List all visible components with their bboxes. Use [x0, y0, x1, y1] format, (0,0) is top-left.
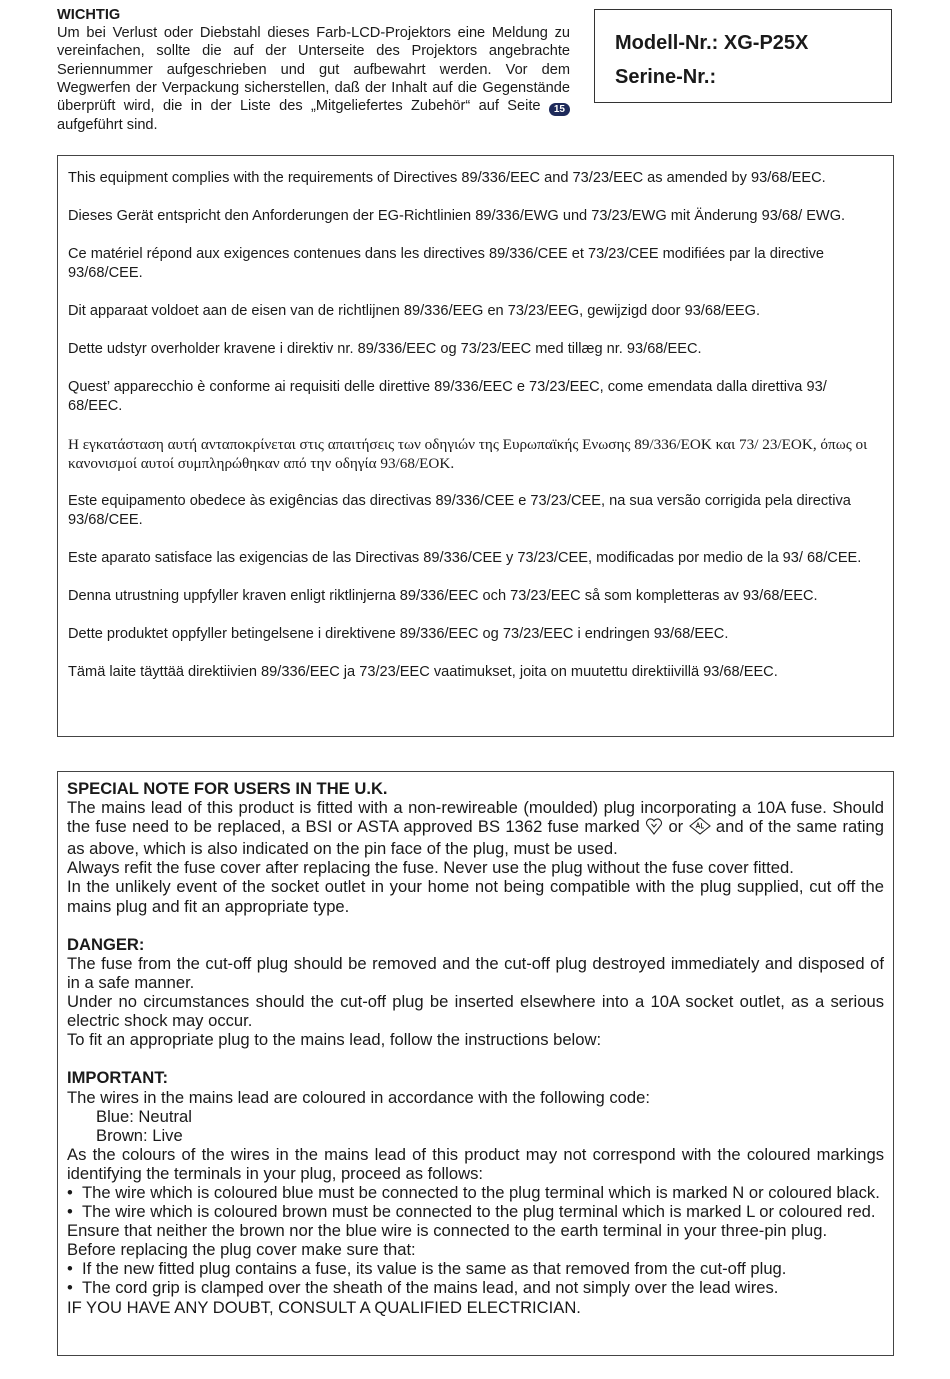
directive-norwegian: Dette produktet oppfyller betingelsene i direktivene 89/336/EEC og 73/23/EEC i endringen 93/68/EEC.: [68, 626, 729, 642]
important-paragraph-1: The wires in the mains lead are coloured in accordance with the following code:: [67, 1087, 650, 1107]
uk-note-fuse-text-end: and of the same rating as above, which is also indicated on the pin face of the plug, must be used.: [67, 817, 884, 859]
directive-danish: Dette udstyr overholder kravene i direktiv nr. 89/336/EEC og 73/23/EEC med tillæg nr. 93/68/EEC.: [68, 341, 702, 357]
spacer: [67, 1049, 884, 1068]
important-paragraph-3: Ensure that neither the brown nor the blue wire is connected to the earth terminal in your three-pin plug.: [67, 1221, 828, 1241]
danger-paragraph-2: Under no circumstances should the cut-off plug be inserted elsewhere into a 10A socket outlet, as a serious electric shock may occur.: [67, 992, 884, 1031]
wire-code-blue: Blue: Neutral: [96, 1106, 192, 1126]
directive-italian: Quest’ apparecchio è conforme ai requisiti delle direttive 89/336/EEC e 73/23/EEC, come emendata dalla direttiva 93/ 68/EEC.: [68, 379, 827, 414]
bullet-dot: •: [67, 1202, 73, 1222]
wichtig-note: [57, 6, 570, 134]
directive-swedish: Denna utrustning uppfyller kraven enligt riktlinjerna 89/336/EEC och 73/23/EEC så som kompletteras av 93/68/EEC.: [68, 588, 818, 604]
model-number: Modell-Nr.: XG-P25X: [615, 32, 809, 54]
serial-number: Serine-Nr.:: [615, 66, 717, 88]
wichtig-paragraph: [57, 24, 570, 134]
list-item: [67, 1259, 884, 1278]
important-heading: IMPORTANT:: [67, 1068, 169, 1088]
bullet-text: The wire which is coloured brown must be connected to the plug terminal which is marked L or coloured red.: [82, 1202, 876, 1222]
uk-note-fuse-text: The mains lead of this product is fitted with a non-rewireable (moulded) plug incorporating a 10A fuse. Should the fuse need to be replaced, a BSI or ASTA approved BS 1362 fuse marked: [67, 798, 884, 837]
uk-note-heading: SPECIAL NOTE FOR USERS IN THE U.K.: [67, 779, 388, 798]
uk-special-note-box: [57, 771, 894, 1356]
wichtig-text-end: aufgeführt sind.: [57, 117, 158, 134]
important-paragraph-4: Before replacing the plug cover make sure that:: [67, 1240, 416, 1260]
wire-code-brown: Brown: Live: [96, 1125, 183, 1145]
directives-box: [57, 155, 894, 737]
bullet-dot: •: [67, 1259, 73, 1279]
directive-greek: Η εγκατάσταση αυτή ανταποκρίνεται στις απαιτήσεις των οδηγιών της Ευρωπαϊκής Ενωσης 89/336/ΕΟΚ και 73/ 23/ΕΟΚ, όπως οι κανονισμοί αυτοί συμπληρώθηκαν από την οδηγία 93/68/ΕΟΚ.: [68, 436, 868, 472]
directive-dutch: Dit apparaat voldoet aan de eisen van de richtlijnen 89/336/EEG en 73/23/EEG, gewijzigd door 93/68/EEG.: [68, 303, 761, 319]
uk-note-paragraph-fuse: [67, 798, 884, 858]
bullet-text: If the new fitted plug contains a fuse, its value is the same as that removed from the cut-off plug.: [82, 1259, 787, 1279]
important-paragraph-2: As the colours of the wires in the mains lead of this product may not correspond with the coloured markings identifying the terminals in your plug, proceed as follows:: [67, 1144, 884, 1183]
danger-paragraph-3: To fit an appropriate plug to the mains lead, follow the instructions below:: [67, 1030, 602, 1050]
uk-note-or: or: [668, 817, 684, 837]
uk-note-paragraph-cover: Always refit the fuse cover after replacing the fuse. Never use the plug without the fuse cover fitted.: [67, 858, 794, 878]
bullet-text: The cord grip is clamped over the sheath of the mains lead, and not simply over the lead wires.: [82, 1278, 779, 1298]
directive-finnish: Tämä laite täyttää direktiivien 89/336/EEC ja 73/23/EEC vaatimukset, joita on muutettu direktiivillä 93/68/EEC.: [68, 664, 778, 680]
wichtig-text: Um bei Verlust oder Diebstahl dieses Farb-LCD-Projektors eine Meldung zu vereinfachen, sollte die auf der Unterseite des Projektors angebrachte Seriennummer aufgeschrieben und gut aufbewahrt werden. Vor dem Wegwerfen der Verpackung sicherstellen, daß der Inhalt auf die Gegenstände überprüft wird, die in der Liste des „Mitgeliefertes Zubehör“ auf Seite: [57, 25, 570, 115]
list-item: [67, 1183, 884, 1202]
list-item: [67, 1278, 884, 1297]
danger-paragraph-1: The fuse from the cut-off plug should be removed and the cut-off plug destroyed immediately and disposed of in a safe manner.: [67, 953, 884, 992]
asta-mark-icon: [689, 817, 711, 839]
page-reference-badge[interactable]: 15: [549, 103, 570, 116]
wichtig-heading: WICHTIG: [57, 7, 121, 23]
list-item: [67, 1202, 884, 1221]
directive-german: Dieses Gerät entspricht den Anforderungen der EG-Richtlinien 89/336/EWG und 73/23/EWG mit Änderung 93/68/ EWG.: [68, 208, 846, 224]
danger-heading: DANGER:: [67, 934, 145, 954]
directive-french: Ce matériel répond aux exigences contenues dans les directives 89/336/CEE et 73/23/CEE modifiées par la directive 93/68/CEE.: [68, 246, 825, 281]
spacer: [67, 916, 884, 935]
model-number-box: [594, 9, 892, 103]
final-warning: IF YOU HAVE ANY DOUBT, CONSULT A QUALIFIED ELECTRICIAN.: [67, 1297, 581, 1317]
bullet-text: The wire which is coloured blue must be connected to the plug terminal which is marked N or coloured black.: [82, 1182, 880, 1202]
bsi-kitemark-icon: [645, 817, 663, 839]
directive-portuguese: Este equipamento obedece às exigências das directivas 89/336/CEE e 73/23/CEE, na sua versão corrigida pela directiva 93/68/CEE.: [68, 493, 851, 528]
directive-spanish: Este aparato satisface las exigencias de las Directivas 89/336/CEE y 73/23/CEE, modificadas por medio de la 93/ 68/CEE.: [68, 550, 862, 566]
uk-note-paragraph-socket: In the unlikely event of the socket outlet in your home not being compatible with the plug supplied, cut off the mains plug and fit an appropriate type.: [67, 877, 884, 916]
bullet-dot: •: [67, 1278, 73, 1298]
directive-english: This equipment complies with the requirements of Directives 89/336/EEC and 73/23/EEC as amended by 93/68/EEC.: [68, 170, 826, 186]
bullet-dot: •: [67, 1182, 73, 1202]
